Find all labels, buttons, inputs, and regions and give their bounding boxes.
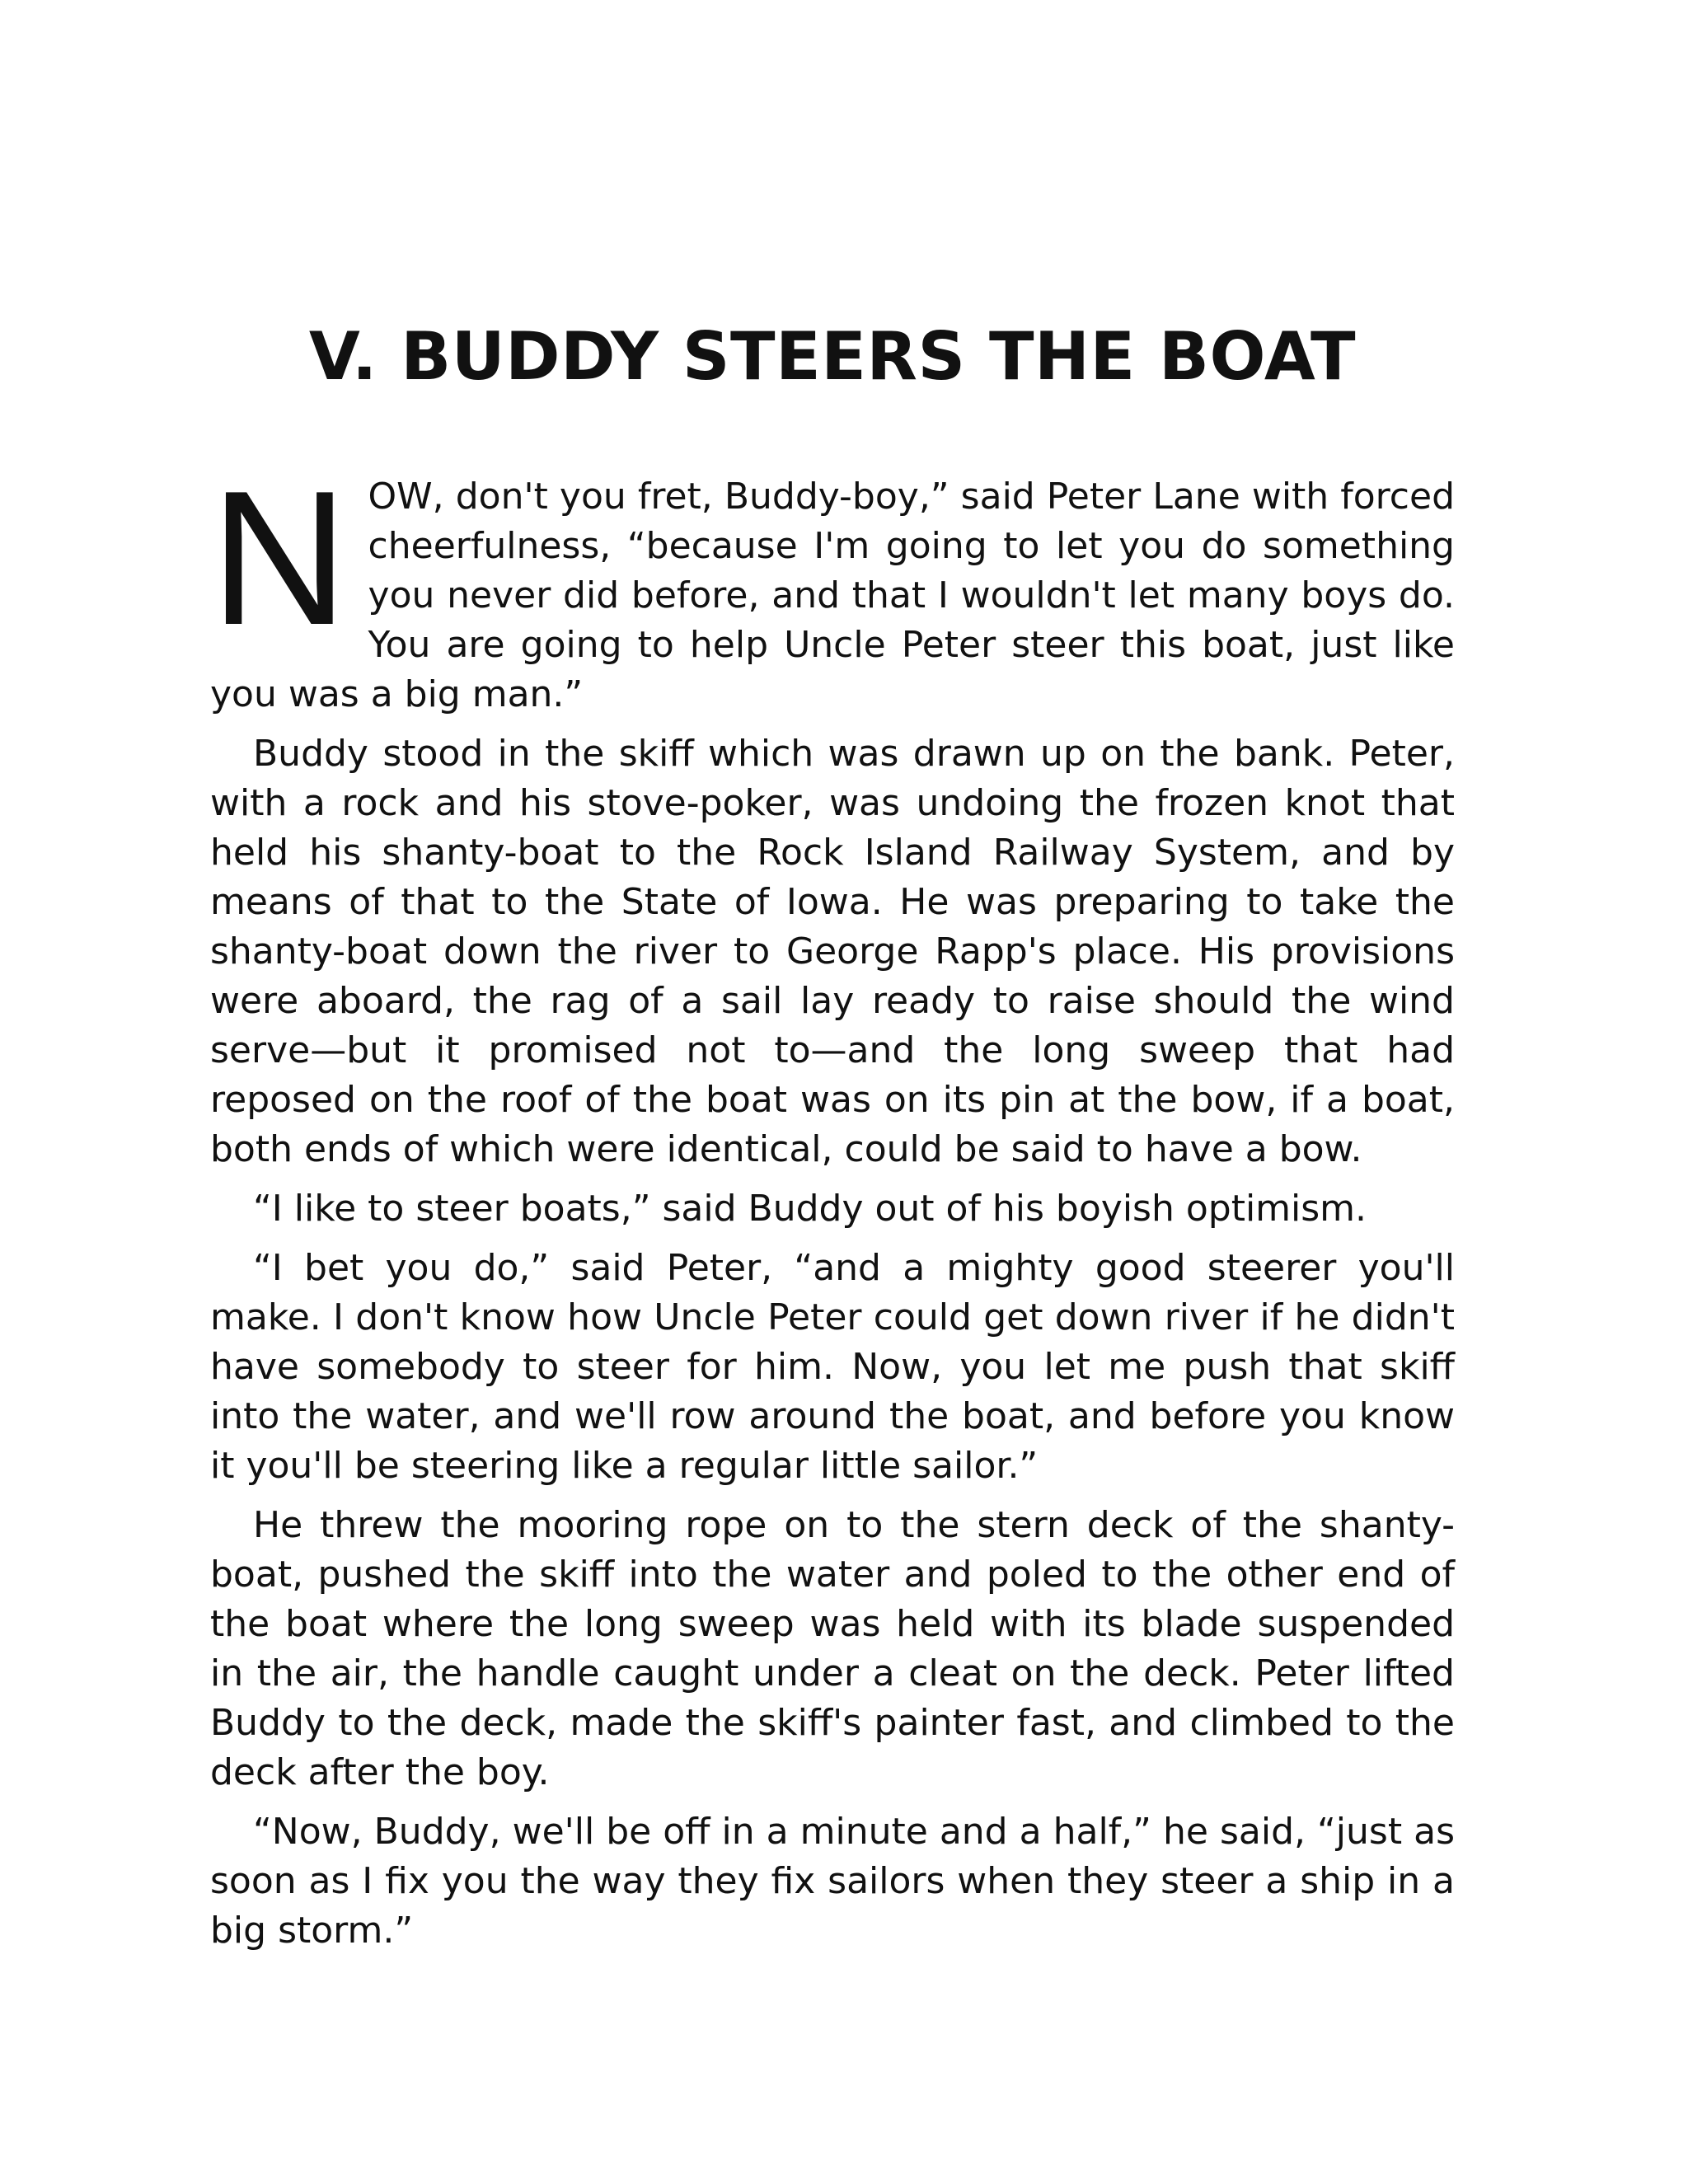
paragraph: “I bet you do,” said Peter, “and a mighty good steerer you'll make. I don't know how Uncle Peter could get down river if he didn't have somebody to steer for him. Now, you let me push that skiff into the water, and we'll row around the boat, and before you know it you'll be steering like a regular little sailor.”	[210, 1247, 1455, 1487]
opening-paragraph	[210, 452, 1455, 719]
book-page	[210, 317, 1455, 1966]
paragraph: “I like to steer boats,” said Buddy out of his boyish optimism.	[253, 1188, 1367, 1230]
paragraph: He threw the mooring rope on to the stern deck of the shanty-boat, pushed the skiff into the water and poled to the other end of the boat where the long sweep was held with its blade suspended in the air, the handle caught under a cleat on the deck. Peter lifted Buddy to the deck, made the skiff's painter fast, and climbed to the deck after the boy.	[210, 1504, 1455, 1793]
drop-cap: N	[210, 452, 349, 665]
paragraph: Buddy stood in the skiff which was drawn up on the bank. Peter, with a rock and his stove-poker, was undoing the frozen knot that held his shanty-boat to the Rock Island Railway System, and by means of that to the State of Iowa. He was preparing to take the shanty-boat down the river to George Rapp's place. His provisions were aboard, the rag of a sail lay ready to raise should the wind serve—but it promised not to—and the long sweep that had reposed on the roof of the boat was on its pin at the bow, if a boat, both ends of which were identical, could be said to have a bow.	[210, 733, 1455, 1170]
paragraph: “Now, Buddy, we'll be off in a minute and a half,” he said, “just as soon as I fix you the way they fix sailors when they steer a ship in a big storm.”	[210, 1811, 1455, 1952]
chapter-title: V. BUDDY STEERS THE BOAT	[308, 318, 1357, 395]
opening-paragraph-text: OW, don't you fret, Buddy-boy,” said Peter Lane with forced cheerfulness, “because I'm going to let you do something you never did before, and that I wouldn't let many boys do. You are going to help Uncle Peter steer this boat, just like you was a big man.”	[210, 476, 1455, 715]
